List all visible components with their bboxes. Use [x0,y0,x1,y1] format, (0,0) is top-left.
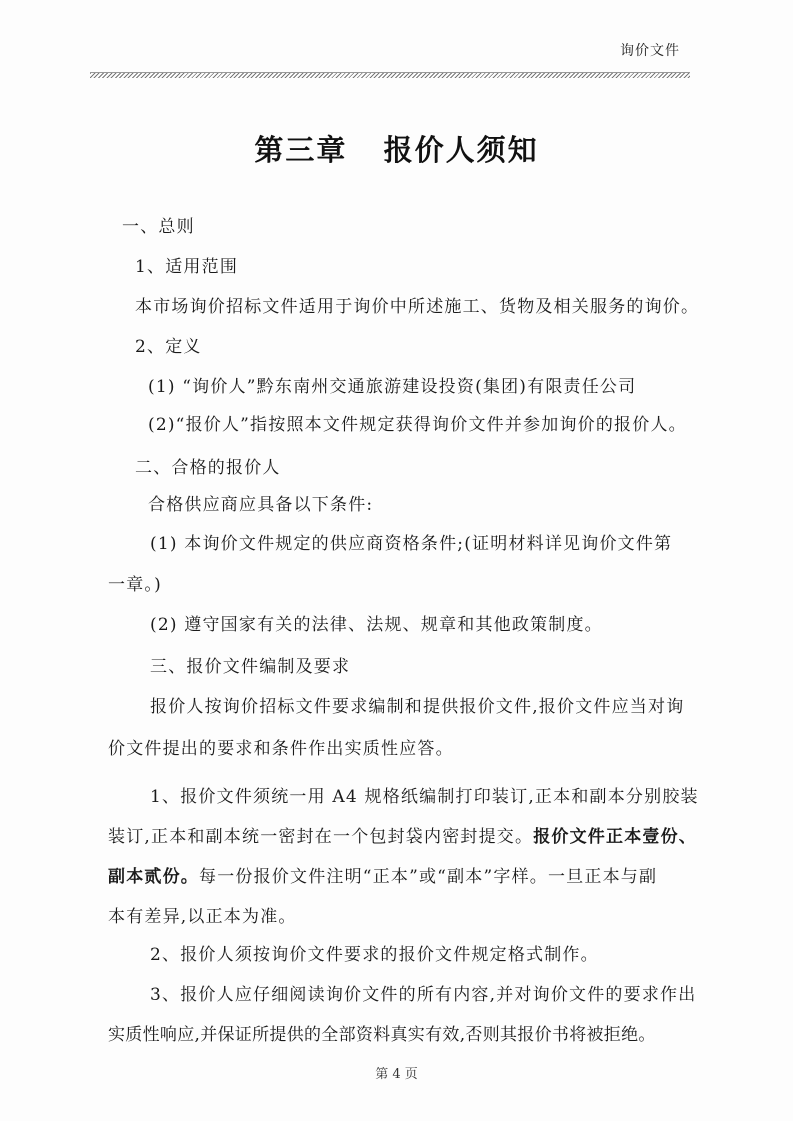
requirement-3-line-2: 实质性响应,并保证所提供的全部资料真实有效,否则其报价书将被拒绝。 [108,1025,656,1045]
requirement-1-line-2-bold: 报价文件正本壹份、 [533,827,698,847]
requirement-1-line-4: 本有差异,以正本为准。 [108,907,297,927]
qualification-item-1-line-2: 一章。) [108,575,162,595]
section-3-intro-line-2: 价文件提出的要求和条件作出实质性应答。 [108,739,454,759]
definition-item-1: (1) “询价人”黔东南州交通旅游建设投资(集团)有限责任公司 [148,377,637,397]
section-3-intro-line-1: 报价人按询价招标文件要求编制和提供报价文件,报价文件应当对询 [150,697,685,717]
requirement-2: 2、报价人须按询价文件要求的报价文件规定格式制作。 [150,945,599,965]
header-rule [90,72,690,78]
requirement-1-line-1: 1、报价文件须统一用 A4 规格纸编制打印装订,正本和副本分别胶装 [150,787,699,807]
header-label: 询价文件 [620,43,680,59]
section-1-1-title: 1、适用范围 [135,257,239,277]
chapter-title: 第三章 报价人须知 [254,133,539,167]
qualification-item-2: (2) 遵守国家有关的法律、法规、规章和其他政策制度。 [150,615,603,635]
section-2-title: 二、合格的报价人 [135,458,281,478]
section-2-intro: 合格供应商应具备以下条件: [148,495,374,515]
requirement-1-line-3 [108,862,657,887]
requirement-1-line-2-normal: 装订,正本和副本统一密封在一个包封袋内密封提交。 [108,827,534,847]
requirement-1-line-3-normal: 每一份报价文件注明“正本”或“副本”字样。一旦正本与副 [199,867,658,887]
requirement-1-line-2 [108,822,697,847]
section-1-1-text: 本市场询价招标文件适用于询价中所述施工、货物及相关服务的询价。 [135,297,700,317]
section-1-2-title: 2、定义 [135,337,202,357]
definition-item-2: (2)“报价人”指按照本文件规定获得询价文件并参加询价的报价人。 [148,415,687,435]
section-1-title: 一、总则 [122,217,195,237]
page-number: 第 4 页 [375,1067,418,1082]
requirement-1-line-3-bold: 副本贰份。 [108,867,199,887]
qualification-item-1-line-1: (1) 本询价文件规定的供应商资格条件;(证明材料详见询价文件第 [150,534,673,554]
section-3-title: 三、报价文件编制及要求 [150,657,351,677]
requirement-3-line-1: 3、报价人应仔细阅读询价文件的所有内容,并对询价文件的要求作出 [150,985,697,1005]
